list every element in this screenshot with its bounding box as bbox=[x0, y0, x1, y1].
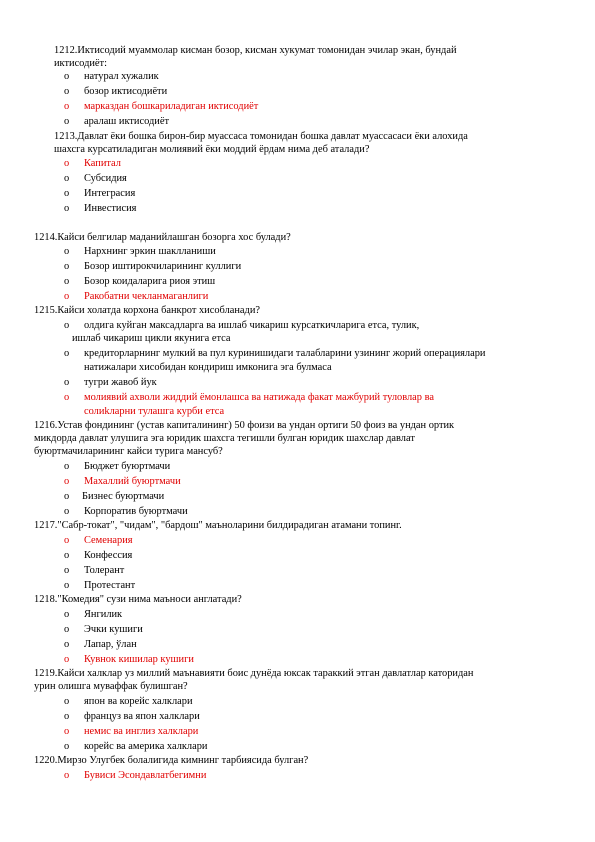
option bbox=[64, 696, 193, 709]
option-text: аралаш иктисодиёт bbox=[84, 116, 169, 127]
option bbox=[64, 276, 215, 289]
option bbox=[64, 461, 170, 474]
option bbox=[64, 246, 216, 259]
bullet: o bbox=[64, 550, 70, 561]
question-1214-line-1: 1214.Кайси белгилар маданийлашган бозорга хос булади? bbox=[34, 232, 291, 243]
option bbox=[64, 624, 143, 637]
option-text: марказдан бошкариладиган иктисодиёт bbox=[84, 101, 259, 112]
option-text: Семенария bbox=[84, 535, 133, 546]
option-text: Интеграсия bbox=[84, 188, 136, 199]
option-correct bbox=[64, 101, 258, 114]
option bbox=[64, 580, 135, 593]
option bbox=[64, 348, 485, 361]
bullet: o bbox=[64, 246, 70, 257]
bullet: o bbox=[64, 726, 70, 737]
option bbox=[64, 116, 169, 129]
question-1216-line-1: 1216.Устав фондининг (устав капиталининг) 50 фоизи ва ундан ортиги 50 фоиз ва ундан ортик bbox=[34, 420, 455, 431]
option-correct bbox=[64, 291, 208, 304]
option-text: Субсидия bbox=[84, 173, 127, 184]
option-text: япон ва корейс халклари bbox=[84, 696, 193, 707]
option-continuation-correct: солиkларни тулашга курби етса bbox=[84, 406, 225, 417]
bullet: o bbox=[64, 565, 70, 576]
option bbox=[64, 173, 127, 186]
option bbox=[64, 711, 200, 724]
option-text: Корпоратив буюртмачи bbox=[84, 506, 188, 517]
bullet: o bbox=[64, 741, 70, 752]
option-text: Инвестисия bbox=[84, 203, 137, 214]
option-correct bbox=[64, 770, 206, 783]
bullet: o bbox=[64, 158, 70, 169]
option-text: Махаллий буюртмачи bbox=[84, 476, 181, 487]
option-text: француз ва япон халклари bbox=[84, 711, 200, 722]
bullet: o bbox=[64, 770, 70, 781]
bullet: o bbox=[64, 535, 70, 546]
bullet: o bbox=[64, 276, 70, 287]
option-text: Кувнок кишилар кушиги bbox=[84, 654, 194, 665]
bullet: o bbox=[64, 348, 70, 359]
option bbox=[64, 261, 241, 274]
option bbox=[64, 565, 124, 578]
bullet: o bbox=[64, 116, 70, 127]
option-text: натурал хужалик bbox=[84, 71, 159, 82]
option-correct bbox=[64, 535, 133, 548]
option bbox=[64, 203, 136, 216]
bullet: o bbox=[64, 173, 70, 184]
bullet: o bbox=[64, 491, 70, 502]
option bbox=[64, 609, 122, 622]
question-1216-line-3: буюртмачиларининг кайси турига мансуб? bbox=[34, 446, 223, 457]
bullet: o bbox=[64, 624, 70, 635]
question-1212-line-2: иктисодиёт: bbox=[54, 58, 107, 69]
option-text: молиявий ахволи жиддий ёмонлашса ва натижада факат мажбурий туловлар ва bbox=[84, 392, 434, 403]
option-text: Янгилик bbox=[84, 609, 123, 620]
option-text: Нархнинг эркин шаклланиши bbox=[84, 246, 216, 257]
option bbox=[64, 550, 132, 563]
bullet: o bbox=[64, 639, 70, 650]
bullet: o bbox=[64, 392, 70, 403]
option-text: корейс ва америка халклари bbox=[84, 741, 208, 752]
option bbox=[64, 377, 157, 390]
option bbox=[64, 320, 419, 333]
bullet: o bbox=[64, 609, 70, 620]
bullet: o bbox=[64, 291, 70, 302]
option bbox=[64, 71, 159, 84]
option-text: кредиторларнинг мулкий ва пул куринишидаги талабларини узининг жорий операциялари bbox=[84, 348, 486, 359]
question-1220-line-1: 1220.Мирзо Улугбек болалигида кимнинг тарбиясида булган? bbox=[34, 755, 309, 766]
option-text: немис ва инглиз халклари bbox=[84, 726, 199, 737]
option-correct bbox=[64, 476, 181, 489]
bullet: o bbox=[64, 506, 70, 517]
bullet: o bbox=[64, 696, 70, 707]
option bbox=[64, 188, 135, 201]
option-text: олдига куйган максадларга ва ишлаб чикариш курсаткичларига етса, тулик, bbox=[84, 320, 420, 331]
question-1213-line-2: шахсга курсатиладиган молиявий ёки моддий ёрдам нима деб аталади? bbox=[54, 144, 370, 155]
option-text: Конфессия bbox=[84, 550, 133, 561]
question-1219-line-1: 1219.Кайси халклар уз миллий маънавияти боис дунёда юксак тараккий этган давлатлар каторидан bbox=[34, 668, 474, 679]
option bbox=[64, 506, 188, 519]
bullet: o bbox=[64, 654, 70, 665]
option-correct bbox=[64, 726, 198, 739]
option-text: Бюджет буюртмачи bbox=[84, 461, 171, 472]
bullet: o bbox=[64, 476, 70, 487]
question-1212-line-1: 1212.Иктисодий муаммолар кисман бозор, кисман хукумат томонидан эчилар экан, бундай bbox=[54, 45, 457, 56]
option bbox=[64, 491, 164, 504]
question-1218-line-1: 1218."Комедия" сузи нима маъноси англатади? bbox=[34, 594, 242, 605]
bullet: o bbox=[64, 580, 70, 591]
option-correct bbox=[64, 392, 434, 405]
option-text: Протестант bbox=[84, 580, 136, 591]
bullet: o bbox=[64, 86, 70, 97]
bullet: o bbox=[64, 203, 70, 214]
bullet: o bbox=[64, 711, 70, 722]
option-text: Ракобатни чекланмаганлиги bbox=[84, 291, 209, 302]
option-correct bbox=[64, 654, 194, 667]
option-text: Бозор иштирокчиларининг куллиги bbox=[84, 261, 242, 272]
bullet: o bbox=[64, 71, 70, 82]
question-1219-line-2: урин олишга муваффак булишган? bbox=[34, 681, 188, 692]
option bbox=[64, 639, 137, 652]
question-1217-line-1: 1217."Сабр-токат", "чидам", "бардош" маъноларини билдирадиган атамани топинг. bbox=[34, 520, 402, 531]
bullet: o bbox=[64, 261, 70, 272]
option-text: Капитал bbox=[84, 158, 121, 169]
option-correct bbox=[64, 158, 121, 171]
option-text: тугри жавоб йук bbox=[84, 377, 157, 388]
bullet: o bbox=[64, 377, 70, 388]
option-text: Лапар, ўлан bbox=[84, 639, 137, 650]
option-text: Эчки кушиги bbox=[84, 624, 143, 635]
bullet: o bbox=[64, 188, 70, 199]
option-continuation: ишлаб чикариш цикли якунига етса bbox=[72, 333, 231, 344]
bullet: o bbox=[64, 101, 70, 112]
option-text: бозор иктисодиёти bbox=[84, 86, 168, 97]
option-continuation: натижалари хисобидан кондириш имконига эга булмаса bbox=[84, 362, 332, 373]
option-text: Бозор коидаларига риоя этиш bbox=[84, 276, 216, 287]
option-text: Бувиси Эсондавлатбегимни bbox=[84, 770, 207, 781]
question-1216-line-2: микдорда давлат улушига эга юридик шахсга тегишли булган юридик шахслар давлат bbox=[34, 433, 415, 444]
option bbox=[64, 86, 167, 99]
question-1213-line-1: 1213.Давлат ёки бошка бирон-бир муассаса томонидан бошка давлат муассасаси ёки алохида bbox=[54, 131, 468, 142]
bullet: o bbox=[64, 320, 70, 331]
option-text: Толерант bbox=[84, 565, 125, 576]
option bbox=[64, 741, 207, 754]
option-text: Бизнес буюртмачи bbox=[82, 491, 165, 502]
bullet: o bbox=[64, 461, 70, 472]
question-1215-line-1: 1215.Кайси холатда корхона банкрот хисобланади? bbox=[34, 305, 260, 316]
